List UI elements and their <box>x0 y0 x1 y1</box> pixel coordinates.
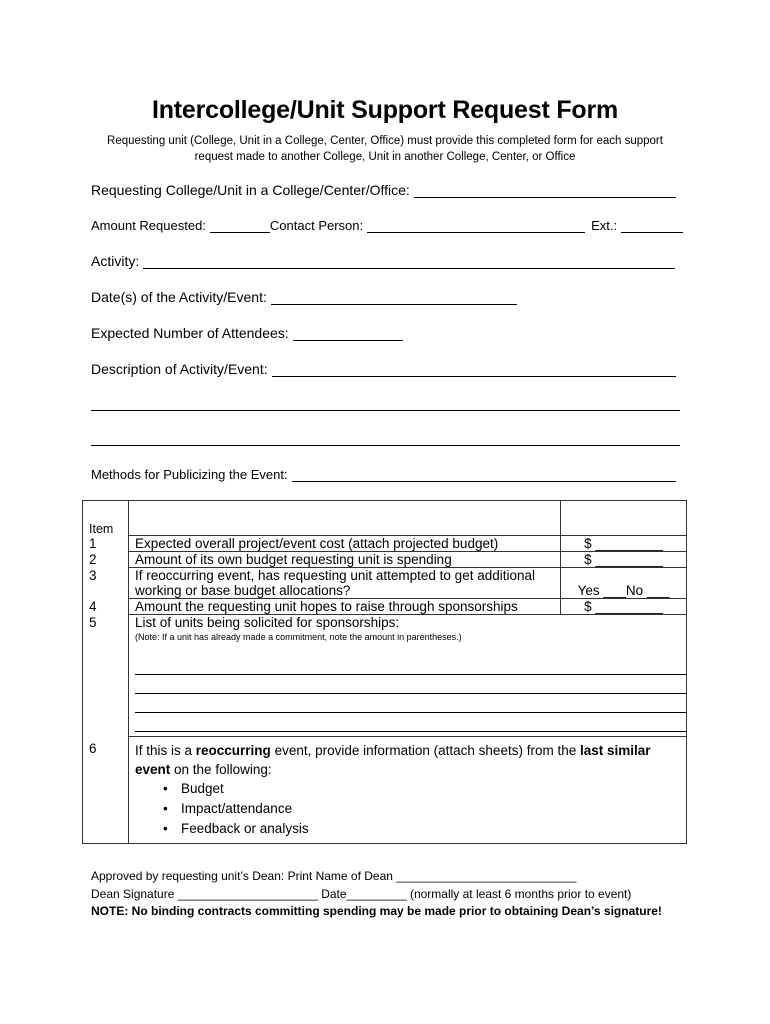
table-row <box>83 599 687 615</box>
page-title: Intercollege/Unit Support Request Form <box>151 96 619 124</box>
yes-no-field[interactable]: Yes ___No ___ <box>561 568 687 599</box>
item-number: 1 <box>83 536 129 552</box>
item-description: List of units being solicited for sponsorships: <box>135 615 400 630</box>
row6-text: If this is a <box>135 743 196 758</box>
amount-requested-input[interactable] <box>210 220 270 233</box>
list-item: • Feedback or analysis <box>181 819 680 839</box>
table-row <box>83 615 687 737</box>
sponsor-units-lines <box>135 656 680 732</box>
ext-label: Ext.: <box>591 218 618 233</box>
item-description: If reoccurring event, has requesting unit attempted to get additional working or base budget allocations? <box>129 568 561 599</box>
publicizing-label: Methods for Publicizing the Event: <box>91 467 288 482</box>
amount-requested-label: Amount Requested: <box>91 218 206 233</box>
description-label: Description of Activity/Event: <box>91 361 268 377</box>
dean-signature-line[interactable]: Dean Signature _____________________ Date_________ (normally at least 6 months prior to event) <box>91 886 632 901</box>
reoccurring-info-cell <box>129 737 687 844</box>
attendees-input[interactable] <box>293 328 403 341</box>
description-line-3[interactable] <box>91 445 680 446</box>
amount-contact-row <box>91 218 685 233</box>
item-number: 4 <box>83 599 129 615</box>
ext-input[interactable] <box>621 220 683 233</box>
requesting-unit-label: Requesting College/Unit in a College/Center/Office: <box>91 182 410 198</box>
activity-label: Activity: <box>91 253 140 269</box>
requesting-unit-field <box>91 182 678 198</box>
sponsor-line[interactable] <box>135 656 686 675</box>
cost-amount-field[interactable]: $ _________ <box>561 536 687 552</box>
list-item: • Budget <box>181 779 680 799</box>
sponsor-line[interactable] <box>135 694 686 713</box>
dates-label: Date(s) of the Activity/Event: <box>91 289 267 305</box>
row6-text: event, provide information (attach sheets) from the <box>270 743 580 758</box>
note-text: NOTE: No binding contracts committing spending may be made prior to obtaining Dean’s signature! <box>91 904 662 918</box>
row6-bold: reoccurring <box>195 743 271 758</box>
table-header-row <box>83 501 687 536</box>
item-header: Item <box>83 501 129 536</box>
attendees-field <box>91 325 405 341</box>
list-item: • Impact/attendance <box>181 799 680 819</box>
binding-contracts-note <box>91 903 662 921</box>
approval-section <box>91 868 662 921</box>
contact-person-input[interactable] <box>367 220 585 233</box>
publicizing-field <box>91 467 678 482</box>
table-row <box>83 737 687 844</box>
item-description: Amount the requesting unit hopes to raise through sponsorships <box>129 599 561 615</box>
table-row <box>83 536 687 552</box>
item-description: Expected overall project/event cost (attach projected budget) <box>129 536 561 552</box>
description-field <box>91 361 678 377</box>
sponsorship-amount-field[interactable]: $ _________ <box>561 599 687 615</box>
item-number: 2 <box>83 552 129 568</box>
form-instructions: Requesting unit (College, Unit in a College, Center, Office) must provide this completed form for each support request made to another College, Unit in another College, Center, or Office <box>107 135 663 163</box>
sponsor-line[interactable] <box>135 675 686 694</box>
dates-field <box>91 289 519 305</box>
table-row <box>83 568 687 599</box>
item-number: 3 <box>83 568 129 599</box>
requesting-unit-input[interactable] <box>414 185 676 198</box>
support-items-table <box>82 500 687 844</box>
description-line-2[interactable] <box>91 410 680 411</box>
contact-person-label: Contact Person: <box>269 218 364 233</box>
table-row <box>83 552 687 568</box>
description-header <box>129 501 561 536</box>
row6-text: on the following: <box>170 762 272 777</box>
info-bullet-list <box>135 779 680 839</box>
dates-input[interactable] <box>271 292 517 305</box>
description-input[interactable] <box>272 364 676 377</box>
activity-field <box>91 253 677 269</box>
commitment-note: (Note: If a unit has already made a commitment, note the amount in parentheses.) <box>135 632 462 642</box>
attendees-label: Expected Number of Attendees: <box>91 325 289 341</box>
item-description: Amount of its own budget requesting unit is spending <box>129 552 561 568</box>
amount-header <box>561 501 687 536</box>
own-budget-amount-field[interactable]: $ _________ <box>561 552 687 568</box>
sponsor-line[interactable] <box>135 713 686 732</box>
row6-bold: last similar event <box>135 743 651 777</box>
publicizing-input[interactable] <box>292 469 676 482</box>
item-number: 6 <box>83 737 129 844</box>
activity-input[interactable] <box>143 256 675 269</box>
item-number: 5 <box>83 615 129 737</box>
dean-approval-line[interactable]: Approved by requesting unit’s Dean: Print Name of Dean ___________________________ <box>91 869 577 883</box>
sponsor-units-cell <box>129 615 687 737</box>
